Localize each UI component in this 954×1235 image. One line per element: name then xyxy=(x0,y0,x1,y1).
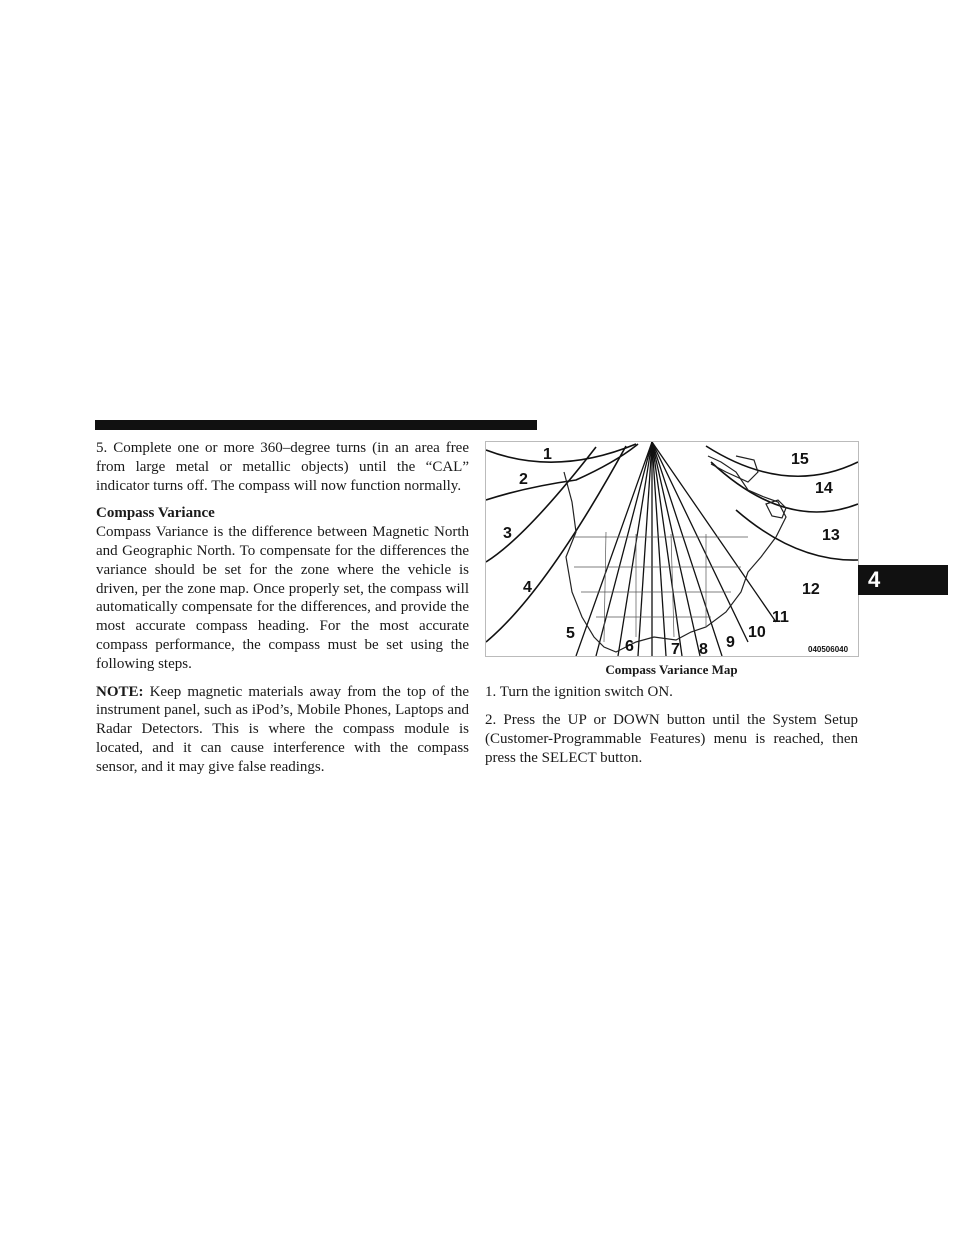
zone-2-label: 2 xyxy=(519,471,528,488)
chapter-tab: 4 xyxy=(858,565,948,595)
zone-4-label: 4 xyxy=(523,579,532,596)
zone-11-label: 11 xyxy=(772,609,789,626)
step-1-paragraph xyxy=(485,683,858,702)
zone-1-label: 1 xyxy=(543,446,552,463)
zone-8-label: 8 xyxy=(699,641,708,656)
header-rule xyxy=(95,420,537,430)
figure-caption: Compass Variance Map xyxy=(605,662,738,677)
figure-code: 040506040 xyxy=(808,645,849,654)
note-paragraph xyxy=(96,683,469,777)
variance-paragraph: Compass Variance is the difference between Magnetic North and Geographic North. To compensate for the differences the variance should be set for the zone where the vehicle is driven, per the zone map. Once properly set, the compass will automatically compensate for the differences, and provide the most accurate compass heading. For the most accurate compass performance, the compass must be set using the following steps. xyxy=(96,524,469,672)
zone-6-label: 6 xyxy=(625,638,634,655)
left-column xyxy=(96,439,469,777)
zone-5-label: 5 xyxy=(566,625,575,642)
step-2-text: 2. Press the UP or DOWN button until the System Setup (Customer-Programmable Features) menu is reached, then press the SELECT button. xyxy=(485,712,858,766)
zone-15-label: 15 xyxy=(791,451,809,468)
zone-7-label: 7 xyxy=(671,641,680,656)
note-text: Keep magnetic materials away from the top of the instrument panel, such as iPod’s, Mobile Phones, Laptops and Radar Detectors. This is where the compass module is located, and it can cause interference with the compass sensor, and it may give false readings. xyxy=(96,683,469,775)
compass-variance-map xyxy=(485,441,859,657)
step-1-text: 1. Turn the ignition switch ON. xyxy=(485,684,673,700)
section-heading: Compass Variance xyxy=(96,505,215,522)
zone-12-label: 12 xyxy=(802,581,820,598)
zone-14-label: 14 xyxy=(815,480,833,497)
note-label: NOTE: xyxy=(96,683,144,700)
zone-9-label: 9 xyxy=(726,634,735,651)
zone-10-label: 10 xyxy=(748,624,766,641)
step-2-paragraph xyxy=(485,711,858,767)
map-illustration xyxy=(486,442,858,656)
zone-13-label: 13 xyxy=(822,527,840,544)
step-5-paragraph: 5. Complete one or more 360–degree turns (in an area free from large metal or metallic objects) until the “CAL” indicator turns off. The compass will now function normally. xyxy=(96,440,469,494)
zone-3-label: 3 xyxy=(503,525,512,542)
